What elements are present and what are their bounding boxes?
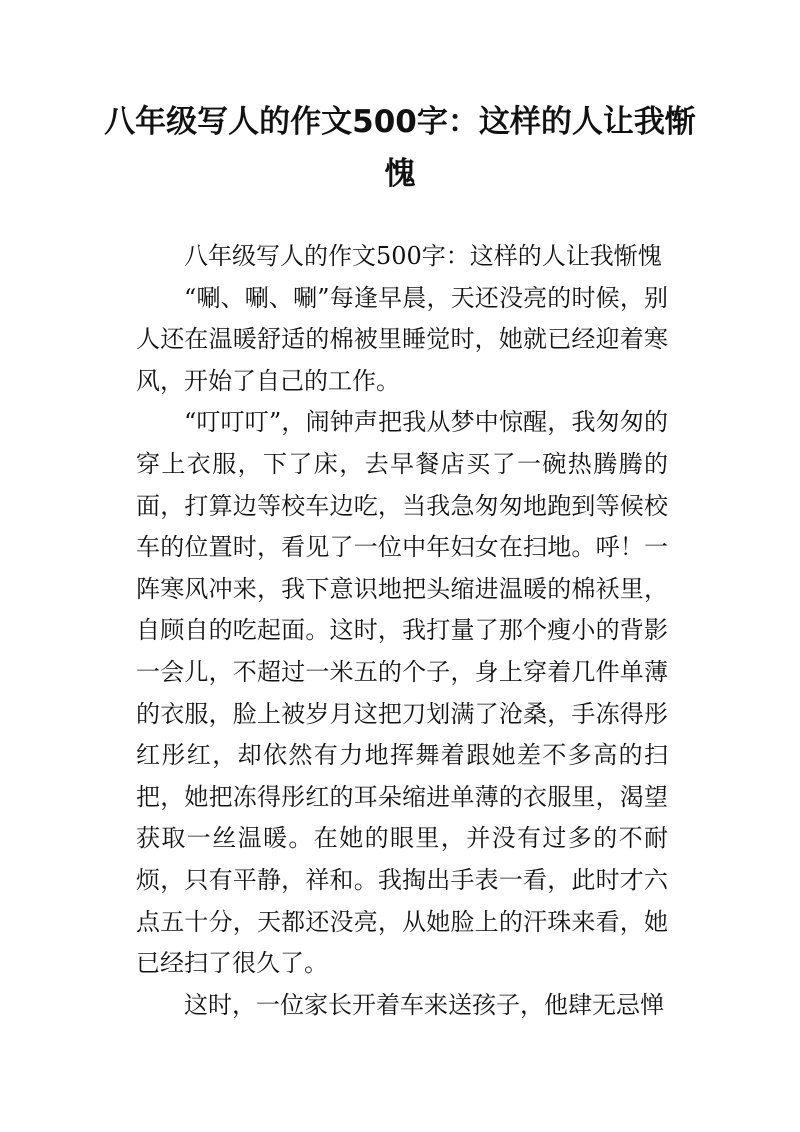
- paragraph-parent-car: 这时，一位家长开着车来送孩子，他肆无忌惮: [184, 990, 664, 1019]
- paragraph-heading-repeat: 八年级写人的作文500字：这样的人让我惭愧: [184, 242, 662, 270]
- document-body: [136, 236, 668, 1026]
- paragraph-alarm-and-cleaner: “叮叮叮”，闹钟声把我从梦中惊醒，我匆匆的穿上衣服，下了床，去早餐店买了一碗热腾腾的面，打算边等校车边吃，当我急匆匆地跑到等候校车的位置时，看见了一位中年妇女在扫地。呼！一阵寒风冲来，我下意识地把头缩进温暖的棉袄里，自顾自的吃起面。这时，我打量了那个瘦小的背影一会儿，不超过一米五的个子，身上穿着几件单薄的衣服，脸上被岁月这把刀划满了沧桑，手冻得彤红彤红，却依然有力地挥舞着跟她差不多高的扫把，她把冻得彤红的耳朵缩进单薄的衣服里，渴望获取一丝温暖。在她的眼里，并没有过多的不耐烦，只有平静，祥和。我掏出手表一看，此时才六点五十分，天都还没亮，从她脸上的汗珠来看，她已经扫了很久了。: [136, 408, 668, 978]
- document-title: 八年级写人的作文500字：这样的人让我惭愧: [104, 104, 696, 192]
- paragraph-morning-sweeping: “唰、唰、唰”每逢早晨，天还没亮的时候，别人还在温暖舒适的棉被里睡觉时，她就已经迎着寒风，开始了自己的工作。: [136, 283, 668, 395]
